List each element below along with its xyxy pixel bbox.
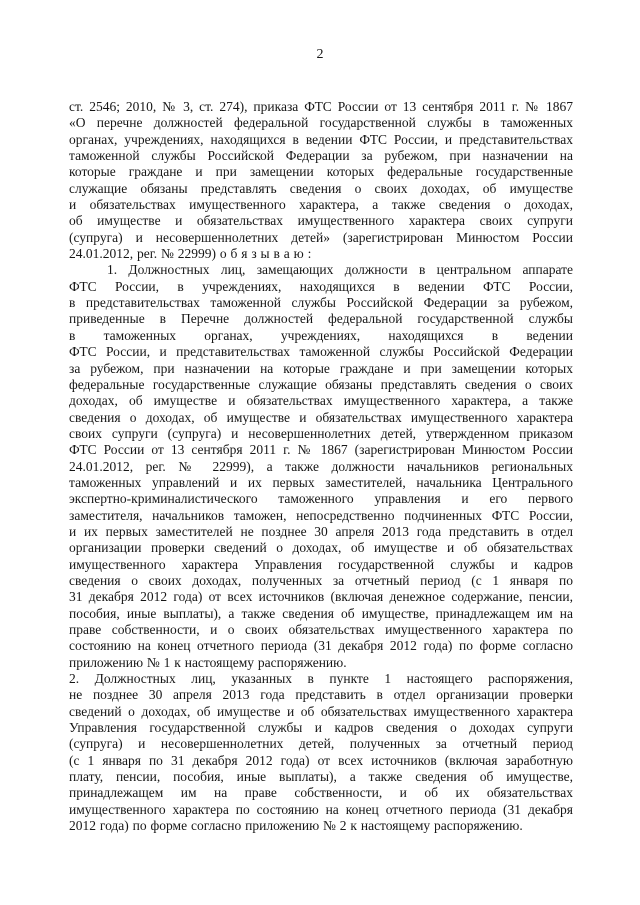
text-line: ФТС России, в учреждениях, находящихся в ведении ФТС России, (69, 278, 573, 294)
text-line: и обязательствах имущественного характера, а также сведения о доходах, (69, 197, 573, 213)
text-line: (с 1 января по 31 декабря 2012 года) от всех источников (включая заработную (69, 752, 573, 768)
text-line: «О перечне должностей федеральной государственной службы в таможенных (69, 115, 573, 131)
text-line: заместителя, начальников таможен, непосредственно подчиненных ФТС России, (69, 507, 573, 523)
text-line: не позднее 30 апреля 2013 года представить в отдел организации проверки (69, 687, 573, 703)
text-line: об имуществе и обязательствах имущественного характера своих супруги (69, 213, 573, 229)
paragraph-item-1 (69, 262, 573, 671)
text-line: в таможенных органах, учреждениях, находящихся в ведении (69, 327, 573, 343)
text-line: организации проверки сведений о доходах, об имуществе и об обязательствах (69, 540, 573, 556)
text-line: принадлежащем им на праве собственности, и об их обязательствах (69, 785, 573, 801)
text-line: имущественного характера Управления государственной службы и кадров (69, 556, 573, 572)
text-line: ФТС России от 13 сентября 2011 г. № 1867 (зарегистрирован Минюстом России (69, 442, 573, 458)
text-line: органах, учреждениях, находящихся в ведении ФТС России, и представительствах (69, 131, 573, 147)
text-line: ст. 2546; 2010, № 3, ст. 274), приказа ФТС России от 13 сентября 2011 г. № 1867 (69, 99, 573, 114)
text-line: Управления государственной службы и кадров сведения о доходах супруги (69, 720, 573, 736)
paragraph-preamble-continuation (69, 99, 573, 262)
text-line: ФТС России, и представительствах таможенной службы Российской Федерации (69, 344, 573, 360)
paragraph-item-2 (69, 671, 573, 834)
text-line: служащие обязаны представлять сведения о своих доходах, об имуществе (69, 180, 573, 196)
text-line: пособия, иные выплаты), а также сведения об имуществе, принадлежащем им на (69, 605, 573, 621)
text-line: и их первых заместителей не позднее 30 апреля 2013 года представить в отдел (69, 523, 573, 539)
text-line: сведения о доходах, об имуществе и обязательствах имущественного характера (69, 409, 573, 425)
text-line: 24.01.2012, рег. № 22999) о б я з ы в а ю : (69, 246, 312, 262)
text-line: приведенные в Перечне должностей федеральной государственной службы (69, 311, 573, 327)
text-line: праве собственности, и о своих обязательствах имущественного характера по (69, 622, 573, 637)
text-line: 24.01.2012, рег. № 22999), а также должности начальников региональных (69, 458, 573, 474)
text-line: федеральные государственные служащие обязаны представлять сведения о своих (69, 376, 573, 392)
document-text (69, 99, 573, 834)
text-line: приложению № 1 к настоящему распоряжению. (69, 654, 347, 670)
text-line: (супруга) и несовершеннолетних детей, полученных за отчетный период (69, 736, 573, 752)
text-line: в представительствах таможенной службы Российской Федерации за рубежом, (69, 295, 573, 311)
text-line: плату, пенсии, пособия, иные выплаты), а также сведения об имуществе, (69, 769, 573, 785)
text-line: 2012 года) по форме согласно приложению № 2 к настоящему распоряжению. (69, 818, 523, 834)
text-line: 31 декабря 2012 года) от всех источников (включая денежное содержание, пенсии, (69, 589, 573, 605)
text-line: таможенных управлений и их первых заместителей, начальника Центрального (69, 474, 573, 490)
text-line: сведения о своих доходах, полученных за отчетный период (с 1 января по (69, 572, 573, 588)
text-line: таможенной службы Российской Федерации за рубежом, при назначении на (69, 148, 573, 164)
text-line: (супруга) и несовершеннолетних детей» (зарегистрирован Минюстом России (69, 229, 573, 245)
page-number: 2 (316, 47, 324, 62)
text-line: 2. Должностных лиц, указанных в пункте 1 настоящего распоряжения, (69, 671, 573, 687)
text-line: 1. Должностных лиц, замещающих должности в центральном аппарате (107, 262, 573, 278)
text-line: имущественного характера по состоянию на конец отчетного периода (31 декабря (69, 801, 573, 817)
text-line: доходах, об имуществе и обязательствах имущественного характера, а также (69, 393, 573, 409)
text-line: сведений о доходах, об имуществе и об обязательствах имущественного характера (69, 703, 573, 719)
text-line: которые граждане и при замещении которых федеральные государственные (69, 164, 573, 180)
text-line: экспертно-криминалистического таможенного управления и его первого (69, 491, 573, 507)
text-line: своих супруги (супруга) и несовершеннолетних детей, утвержденном приказом (69, 425, 573, 441)
text-line: за рубежом, при назначении на которые граждане и при замещении которых (69, 360, 573, 376)
text-line: состоянию на конец отчетного периода (31 декабря 2012 года) по форме согласно (69, 638, 573, 654)
